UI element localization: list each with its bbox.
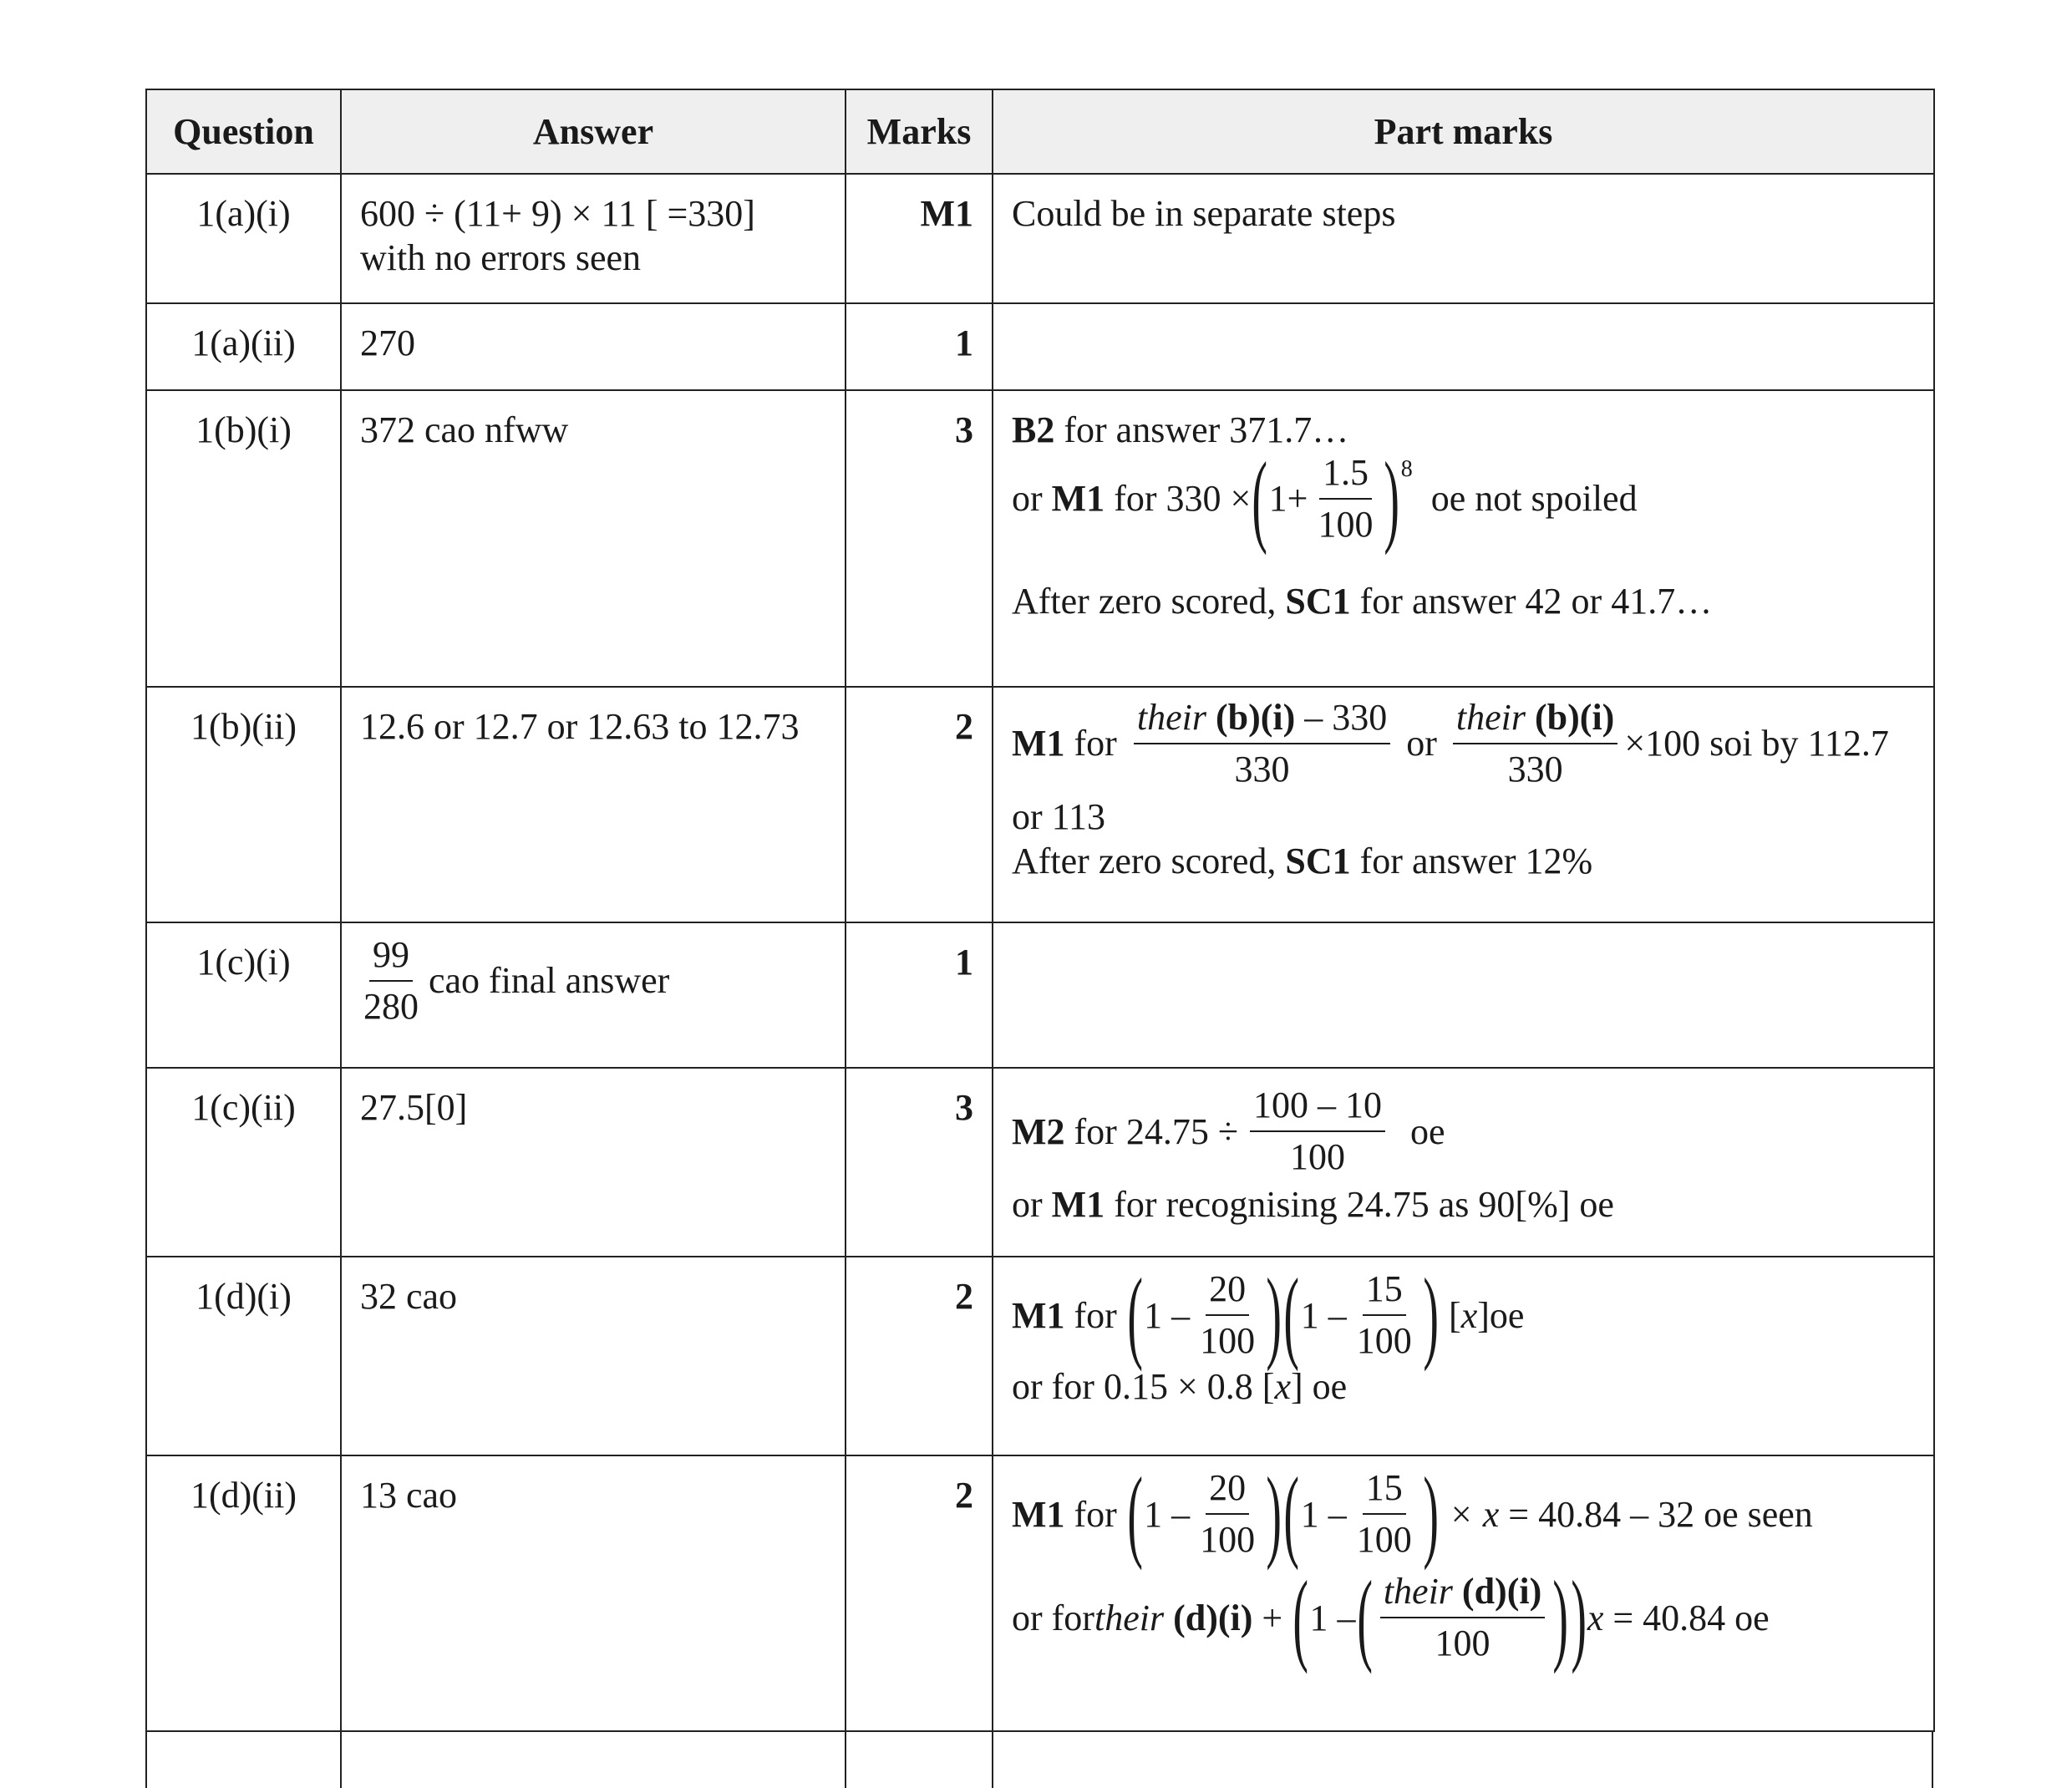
part-mark-line bbox=[1012, 1364, 1915, 1409]
mark-text: = 40.84 – 32 oe seen bbox=[1508, 1493, 1813, 1535]
mark-text: + bbox=[1262, 1597, 1283, 1638]
left-paren: ( bbox=[1356, 1560, 1373, 1675]
variable-x: x bbox=[1274, 1366, 1291, 1408]
mark-code: M1 bbox=[1051, 478, 1105, 520]
mark-text: After zero scored, bbox=[1012, 580, 1277, 622]
formula-line: M1 for ( 1 – $\frac{20}{100}$ ) ( 1 – $\frac{15}{100}$ ) [ x ] oe bbox=[1012, 1257, 1525, 1373]
answer-line: 600 ÷ (11+ 9) × 11 [ =330] bbox=[360, 193, 755, 235]
formula-line bbox=[1012, 1080, 1915, 1182]
part-mark-line bbox=[1012, 1182, 1915, 1227]
right-paren: ) bbox=[1570, 1560, 1587, 1675]
question-cell: 1(d)(ii) bbox=[146, 1455, 341, 1731]
formula-line bbox=[1012, 1560, 1915, 1675]
formula-line bbox=[1012, 440, 1915, 556]
numerator: 20 bbox=[1206, 1264, 1249, 1316]
table-row bbox=[146, 390, 1934, 687]
denominator: 100 bbox=[1356, 1320, 1412, 1362]
header-answer: Answer bbox=[341, 89, 846, 174]
denominator: 100 bbox=[1289, 1136, 1345, 1178]
mark-text: for answer 12% bbox=[1359, 840, 1593, 881]
part-marks-cell bbox=[993, 1455, 1934, 1731]
part-mark-line bbox=[1012, 579, 1915, 623]
mark-text: for bbox=[1074, 1294, 1117, 1336]
table-row bbox=[146, 303, 1934, 390]
fraction bbox=[1196, 1463, 1258, 1565]
question-cell: 1(d)(i) bbox=[146, 1257, 341, 1455]
denominator: 100 bbox=[1435, 1623, 1491, 1664]
fraction bbox=[1134, 693, 1390, 795]
header-row bbox=[146, 89, 1934, 174]
mark-text: × x bbox=[1449, 1493, 1500, 1535]
mark-text: After zero scored, bbox=[1012, 840, 1277, 881]
mark-code: M1 bbox=[1051, 1184, 1105, 1226]
marks-cell: 3 bbox=[846, 390, 993, 687]
mark-text: their bbox=[1094, 1597, 1165, 1638]
answer-cell: 12.6 or 12.7 or 12.63 to 12.73 bbox=[341, 687, 846, 922]
fraction bbox=[1250, 1080, 1385, 1182]
answer-text: cao final answer bbox=[429, 960, 670, 1002]
mark-scheme-table bbox=[145, 89, 1935, 1732]
mark-code: B2 bbox=[1012, 409, 1055, 450]
mark-text: or bbox=[1012, 478, 1043, 520]
question-cell: 1(a)(i) bbox=[146, 174, 341, 302]
right-paren: ) bbox=[1423, 1456, 1439, 1572]
right-paren: ) bbox=[1266, 1456, 1282, 1572]
table-row bbox=[146, 174, 1934, 302]
table-row bbox=[146, 1455, 1934, 1731]
mark-text: (d)(i) bbox=[1173, 1597, 1253, 1638]
denominator: 100 bbox=[1200, 1320, 1256, 1362]
formula-term: 1 – bbox=[1144, 1493, 1191, 1535]
marks-cell: 1 bbox=[846, 922, 993, 1068]
mark-text: for answer 371.7… bbox=[1064, 409, 1349, 450]
header-question: Question bbox=[146, 89, 341, 174]
part-marks-cell: Could be in separate steps bbox=[993, 174, 1934, 302]
mark-text: for recognising 24.75 as 90[%] oe bbox=[1114, 1184, 1614, 1226]
marks-cell: 2 bbox=[846, 1455, 993, 1731]
table-continuation bbox=[145, 1732, 1933, 1788]
part-marks-cell bbox=[993, 687, 1934, 922]
variable-x: x bbox=[1587, 1597, 1604, 1638]
part-mark-line bbox=[1012, 839, 1915, 883]
part-marks-cell bbox=[993, 1257, 1934, 1455]
left-paren: ( bbox=[1292, 1560, 1309, 1675]
numerator: 1.5 bbox=[1319, 448, 1372, 500]
left-paren: ( bbox=[1252, 440, 1268, 556]
formula-term: 1 – bbox=[1309, 1597, 1356, 1638]
mark-text: or for bbox=[1012, 1597, 1094, 1638]
denominator: 330 bbox=[1507, 748, 1563, 790]
mark-code: SC1 bbox=[1285, 580, 1351, 622]
answer-cell: 372 cao nfww bbox=[341, 390, 846, 687]
numerator: 15 bbox=[1363, 1264, 1406, 1316]
right-paren: ) bbox=[1384, 440, 1400, 556]
formula-line bbox=[1012, 693, 1915, 795]
mark-code: SC1 bbox=[1285, 840, 1351, 881]
fraction bbox=[1314, 448, 1376, 550]
mark-text: = 40.84 oe bbox=[1612, 1597, 1770, 1638]
mark-text: oe bbox=[1489, 1294, 1525, 1336]
mark-text: for 330 × bbox=[1114, 478, 1252, 520]
fraction bbox=[1453, 693, 1617, 795]
denominator: 330 bbox=[1234, 748, 1290, 790]
question-cell: 1(c)(ii) bbox=[146, 1068, 341, 1257]
variable-x: x bbox=[1460, 1294, 1478, 1336]
denominator: 100 bbox=[1356, 1519, 1412, 1561]
mark-text: for answer 42 or 41.7… bbox=[1359, 580, 1713, 622]
mark-text: for bbox=[1074, 723, 1117, 764]
denominator: 100 bbox=[1200, 1519, 1256, 1561]
mark-text: or bbox=[1406, 723, 1437, 764]
part-marks-cell bbox=[993, 303, 1934, 390]
marks-cell: 3 bbox=[846, 1068, 993, 1257]
mark-text: oe bbox=[1409, 1110, 1445, 1152]
header-part-marks: Part marks bbox=[993, 89, 1934, 174]
mark-text: ×100 soi by 112.7 bbox=[1624, 723, 1889, 764]
table-row bbox=[146, 687, 1934, 922]
marks-cell: M1 bbox=[846, 174, 993, 302]
fraction bbox=[1353, 1264, 1415, 1366]
right-paren: ) bbox=[1423, 1257, 1439, 1373]
numerator: their (b)(i) bbox=[1453, 693, 1617, 744]
numerator: their (d)(i) bbox=[1380, 1567, 1545, 1618]
table-row bbox=[146, 1257, 1934, 1455]
denominator: 100 bbox=[1318, 503, 1374, 545]
formula-line bbox=[1012, 1456, 1915, 1572]
part-marks-cell bbox=[993, 390, 1934, 687]
left-paren: ( bbox=[1283, 1257, 1300, 1373]
mark-code: M1 bbox=[1012, 723, 1065, 764]
answer-cell: 270 bbox=[341, 303, 846, 390]
answer-cell: 32 cao bbox=[341, 1257, 846, 1455]
left-paren: ( bbox=[1127, 1257, 1143, 1373]
exponent: 8 bbox=[1400, 455, 1413, 482]
formula-term: 1+ bbox=[1268, 478, 1308, 520]
formula-term: 1 – bbox=[1144, 1294, 1191, 1336]
marks-cell: 2 bbox=[846, 1257, 993, 1455]
mark-text: or for 0.15 × 0.8 [ bbox=[1012, 1366, 1275, 1408]
mark-code: M2 bbox=[1012, 1110, 1065, 1152]
numerator: 20 bbox=[1206, 1463, 1249, 1515]
marks-cell: 2 bbox=[846, 687, 993, 922]
part-marks-cell bbox=[993, 1068, 1934, 1257]
question-cell: 1(b)(i) bbox=[146, 390, 341, 687]
marks-cell: 1 bbox=[846, 303, 993, 390]
question-cell: 1(c)(i) bbox=[146, 922, 341, 1068]
right-paren: ) bbox=[1266, 1257, 1282, 1373]
denominator: 280 bbox=[363, 985, 419, 1027]
answer-cell bbox=[341, 922, 846, 1068]
mark-text: for bbox=[1074, 1493, 1117, 1535]
table-row bbox=[146, 922, 1934, 1068]
fraction bbox=[360, 930, 422, 1032]
numerator: 15 bbox=[1363, 1463, 1406, 1515]
answer-cell: 13 cao bbox=[341, 1455, 846, 1731]
formula-term: 1 – bbox=[1300, 1294, 1347, 1336]
answer-cell bbox=[341, 174, 846, 302]
part-mark-line bbox=[1012, 408, 1915, 452]
right-paren: ) bbox=[1552, 1560, 1569, 1675]
question-cell: 1(a)(ii) bbox=[146, 303, 341, 390]
question-cell: 1(b)(ii) bbox=[146, 687, 341, 922]
mark-text: oe not spoiled bbox=[1430, 478, 1638, 520]
answer-cell: 27.5[0] bbox=[341, 1068, 846, 1257]
answer-line: with no errors seen bbox=[360, 237, 642, 279]
numerator: 99 bbox=[369, 930, 413, 982]
part-marks-cell bbox=[993, 922, 1934, 1068]
fraction bbox=[1380, 1567, 1545, 1669]
fraction bbox=[1353, 1463, 1415, 1565]
header-marks: Marks bbox=[846, 89, 993, 174]
mark-code: M1 bbox=[1012, 1294, 1065, 1336]
numerator: 100 – 10 bbox=[1250, 1080, 1385, 1132]
fraction bbox=[1196, 1264, 1258, 1366]
mark-text: ] oe bbox=[1290, 1366, 1348, 1408]
formula-term: 1 – bbox=[1300, 1493, 1347, 1535]
mark-text: for 24.75 ÷ bbox=[1074, 1110, 1238, 1152]
part-mark-line: or 113 bbox=[1012, 795, 1106, 837]
numerator: their (b)(i) – 330 bbox=[1134, 693, 1390, 744]
table-row bbox=[146, 1068, 1934, 1257]
mark-text: or bbox=[1012, 1184, 1043, 1226]
left-paren: ( bbox=[1283, 1456, 1300, 1572]
mark-code: M1 bbox=[1012, 1493, 1065, 1535]
left-paren: ( bbox=[1127, 1456, 1143, 1572]
